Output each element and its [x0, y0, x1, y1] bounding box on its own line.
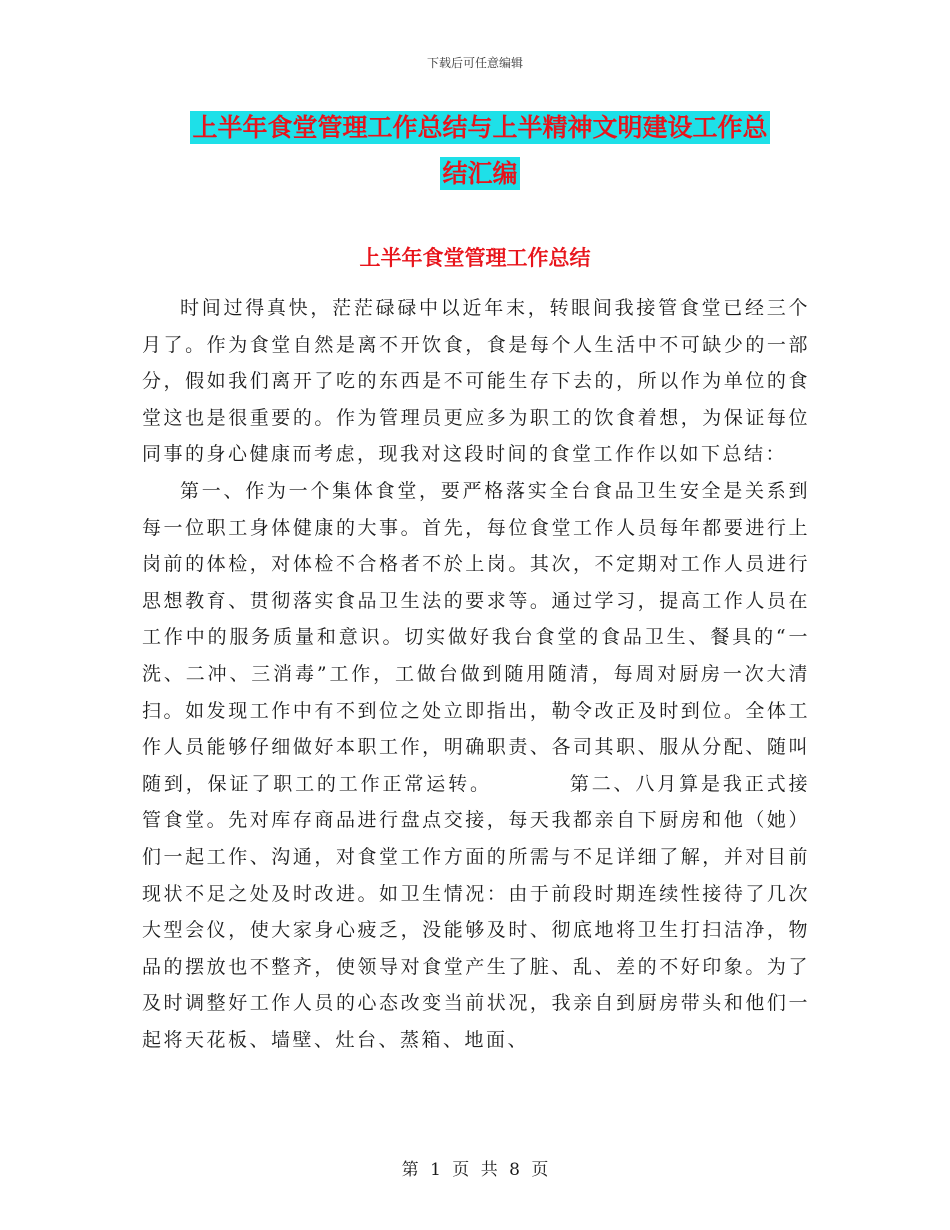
document-body — [142, 290, 810, 1058]
page-footer: 第 1 页 共 8 页 — [401, 1160, 549, 1180]
document-title-text: 上半年食堂管理工作总结与上半精神文明建设工作总 — [192, 113, 768, 142]
document-title-line2 — [140, 151, 820, 197]
paragraph: 第一、作为一个集体食堂，要严格落实全台食品卫生安全是关系到每一位职工身体健康的大事。首先，每位食堂工作人员每年都要进行上岗前的体检，对体检不合格者不於上岗。其次，不定期对工作人员进行思想教育、贯彻落实食品卫生法的要求等。通过学习，提高工作人员在工作中的服务质量和意识。切实做好我台食堂的食品卫生、餐具的“一洗、二冲、三消毒”工作，工做台做到随用随清，每周对厨房一次大清扫。如发现工作中有不到位之处立即指出，勒令改正及时到位。全体工作人员能够仔细做好本职工作，明确职责、各司其职、服从分配、随叫随到，保证了职工的工作正常运转。 第二、八月算是我正式接管食堂。先对库存商品进行盘点交接，每天我都亲自下厨房和他（她）们一起工作、沟通，对食堂工作方面的所需与不足详细了解，并对目前现状不足之处及时改进。如卫生情况：由于前段时期连续性接待了几次大型会仪，使大家身心疲乏，没能够及时、彻底地将卫生打扫洁净，物品的摆放也不整齐，使领导对食堂产生了脏、乱、差的不好印象。为了及时调整好工作人员的心态改变当前状况，我亲自到厨房带头和他们一起将天花板、墙壁、灶台、蒸箱、地面、 — [142, 479, 810, 1051]
section-title: 上半年食堂管理工作总结 — [359, 246, 591, 270]
header-note: 下载后可任意编辑 — [426, 56, 523, 70]
document-title-text: 结汇编 — [442, 159, 518, 188]
document-title-line1 — [140, 105, 820, 151]
paragraph: 时间过得真快，茫茫碌碌中以近年末，转眼间我接管食堂已经三个月了。作为食堂自然是离不开饮食，食是每个人生活中不可缺少的一部分，假如我们离开了吃的东西是不可能生存下去的，所以作为单位的食堂这也是很重要的。作为管理员更应多为职工的饮食着想，为保证每位同事的身心健康而考虑，现我对这段时间的食堂工作作以如下总结： — [142, 297, 810, 466]
